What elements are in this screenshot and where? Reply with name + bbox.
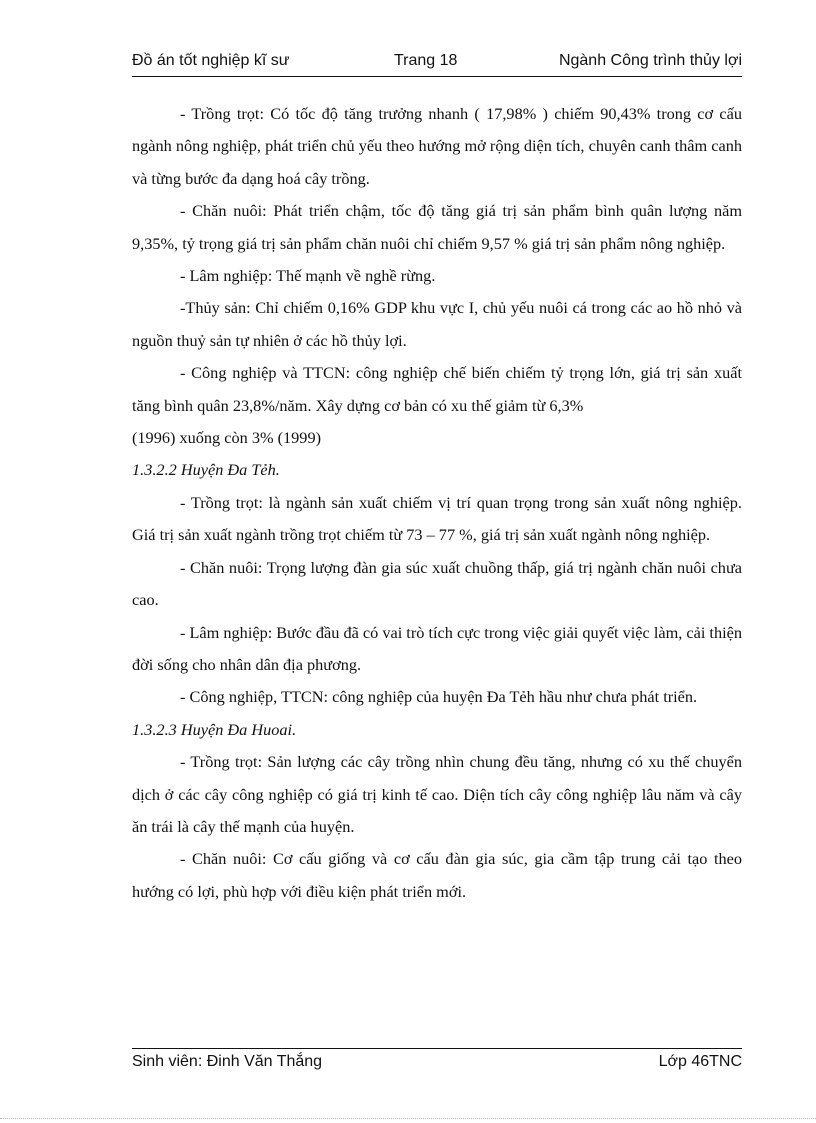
paragraph-chan-nuoi-1: - Chăn nuôi: Phát triển chậm, tốc độ tăng giá trị sản phẩm bình quân lượng năm 9,35%, tỷ trọng giá trị sản phẩm chăn nuôi chỉ chiếm 9,57 % giá trị sản phẩm nông nghiệp. [132,201,742,253]
paragraph-cong-nghiep-1-cont: (1996) xuống còn 3% (1999) [132,428,322,448]
header-thesis-title: Đồ án tốt nghiệp kĩ sư [132,52,290,69]
header-major: Ngành Công trình thủy lợi [558,52,742,69]
footer-class: Lớp 46TNC [658,1053,742,1070]
paragraph-trong-trot-1: - Trồng trọt: Có tốc độ tăng trưởng nhanh ( 17,98% ) chiếm 90,43% trong cơ cấu ngành nông nghiệp, phát triển chủ yếu theo hướng mở rộng diện tích, chuyên canh thâm canh và từng bước đa dạng hoá cây trồng. [132,104,742,188]
paragraph-thuy-san-1: -Thủy sản: Chỉ chiếm 0,16% GDP khu vực I, chủ yếu nuôi cá trong các ao hồ nhỏ và nguồn thuỷ sản tự nhiên ở các hồ thủy lợi. [132,298,742,350]
paragraph-chan-nuoi-3: - Chăn nuôi: Cơ cấu giống và cơ cấu đàn gia súc, gia cầm tập trung cải tạo theo hướng có lợi, phù hợp với điều kiện phát triển mới. [132,849,742,901]
section-heading-da-teh: 1.3.2.2 Huyện Đa Tẻh. [132,460,280,480]
header-page-number: Trang 18 [394,52,458,69]
page-bottom-edge [0,1118,816,1119]
paragraph-trong-trot-3: - Trồng trọt: Sản lượng các cây trồng nhìn chung đều tăng, nhưng có xu thế chuyển dịch ở các cây công nghiệp có giá trị kinh tế cao. Diện tích cây công nghiệp lâu năm và cây ăn trái là cây thế mạnh của huyện. [132,752,742,836]
section-heading-da-huoai: 1.3.2.3 Huyện Đa Huoai. [132,719,297,739]
page-header [132,50,742,77]
page-body [132,98,742,908]
paragraph-cong-nghiep-2: - Công nghiệp, TTCN: công nghiệp của huyện Đa Tẻh hầu như chưa phát triển. [180,687,698,707]
paragraph-lam-nghiep-2: - Lâm nghiệp: Bước đầu đã có vai trò tích cực trong việc giải quyết việc làm, cải thiện đời sống cho nhân dân địa phương. [132,622,742,674]
paragraph-lam-nghiep-1: - Lâm nghiệp: Thế mạnh về nghề rừng. [180,266,436,286]
page-footer [132,1048,742,1077]
footer-student-name: Sinh viên: Đinh Văn Thắng [132,1053,323,1070]
paragraph-chan-nuoi-2: - Chăn nuôi: Trọng lượng đàn gia súc xuất chuồng thấp, giá trị ngành chăn nuôi chưa cao. [132,557,742,610]
paragraph-cong-nghiep-1: - Công nghiệp và TTCN: công nghiệp chế biến chiếm tỷ trọng lớn, giá trị sản xuất tăng bình quân 23,8%/năm. Xây dựng cơ bản có xu thế giảm từ 6,3% [132,363,742,415]
paragraph-trong-trot-2: - Trồng trọt: là ngành sản xuất chiếm vị trí quan trọng trong sản xuất nông nghiệp. Giá trị sản xuất ngành trồng trọt chiếm từ 73 – 77 %, giá trị sản xuất ngành nông nghiệp. [132,492,742,545]
